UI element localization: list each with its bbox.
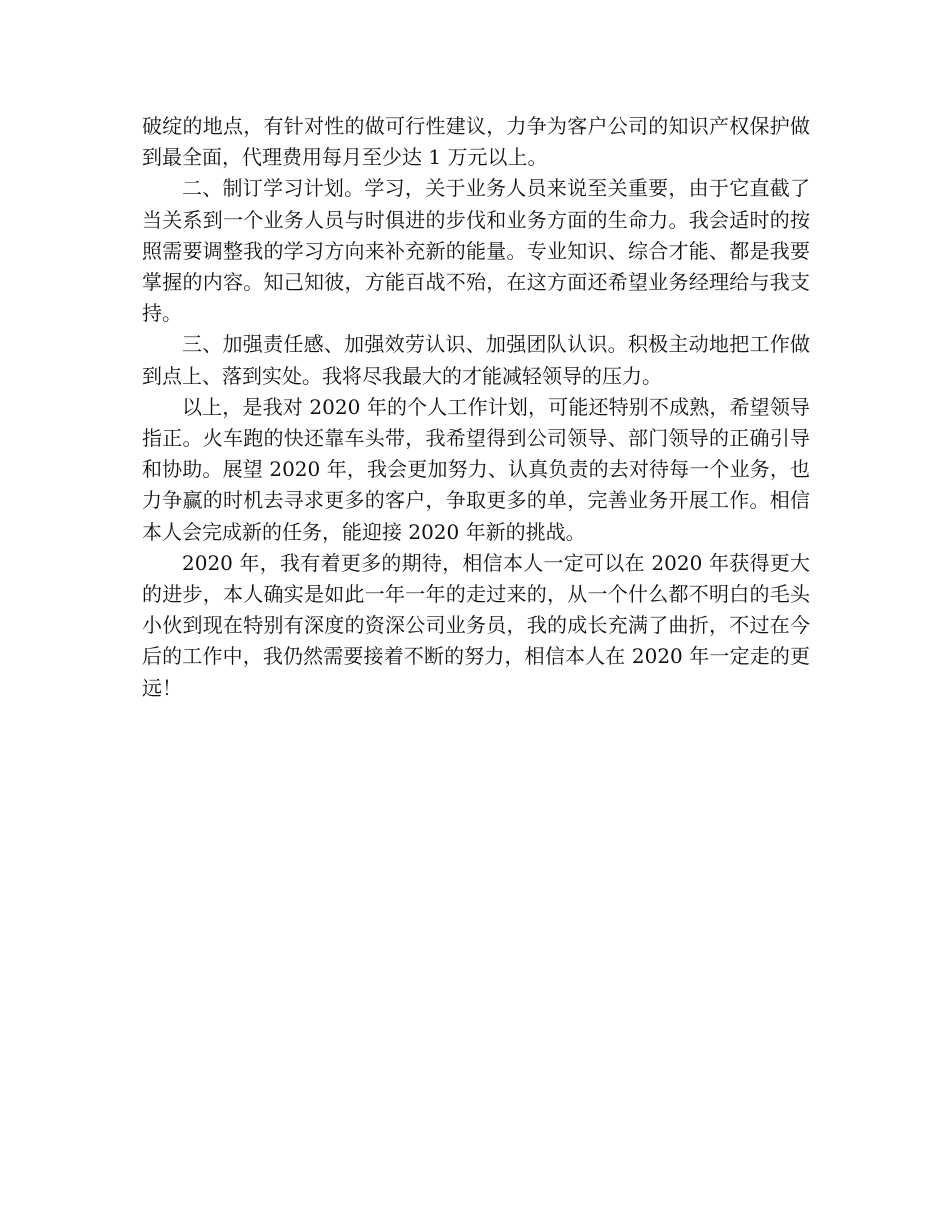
paragraph-ip-protection: 破绽的地点，有针对性的做可行性建议，力争为客户公司的知识产权保护做到最全面，代理费用每月至少达 1 万元以上。 <box>142 114 810 170</box>
document-body <box>142 111 810 704</box>
paragraph-expectations: 2020 年，我有着更多的期待，相信本人一定可以在 2020 年获得更大的进步，本人确实是如此一年一年的走过来的，从一个什么都不明白的毛头小伙到现在特别有深度的资深公司业务员，我的成长充满了曲折，不过在今后的工作中，我仍然需要接着不断的努力，相信本人在 2020 年一定走的更远！ <box>142 550 810 700</box>
paragraph-responsibility: 三、加强责任感、加强效劳认识、加强团队认识。积极主动地把工作做到点上、落到实处。我将尽我最大的才能减轻领导的压力。 <box>142 332 810 388</box>
paragraph-study-plan: 二、制订学习计划。学习，关于业务人员来说至关重要，由于它直截了当关系到一个业务人员与时俱进的步伐和业务方面的生命力。我会适时的按照需要调整我的学习方向来补充新的能量。专业知识、综合才能、都是我要掌握的内容。知己知彼，方能百战不殆，在这方面还希望业务经理给与我支持。 <box>142 176 810 326</box>
paragraph-summary: 以上，是我对 2020 年的个人工作计划，可能还特别不成熟，希望领导指正。火车跑的快还靠车头带，我希望得到公司领导、部门领导的正确引导和协助。展望 2020 年，我会更加努力、认真负责的去对待每一个业务，也力争赢的时机去寻求更多的客户，争取更多的单，完善业务开展工作。相信本人会完成新的任务，能迎接 2020 年新的挑战。 <box>142 394 810 544</box>
